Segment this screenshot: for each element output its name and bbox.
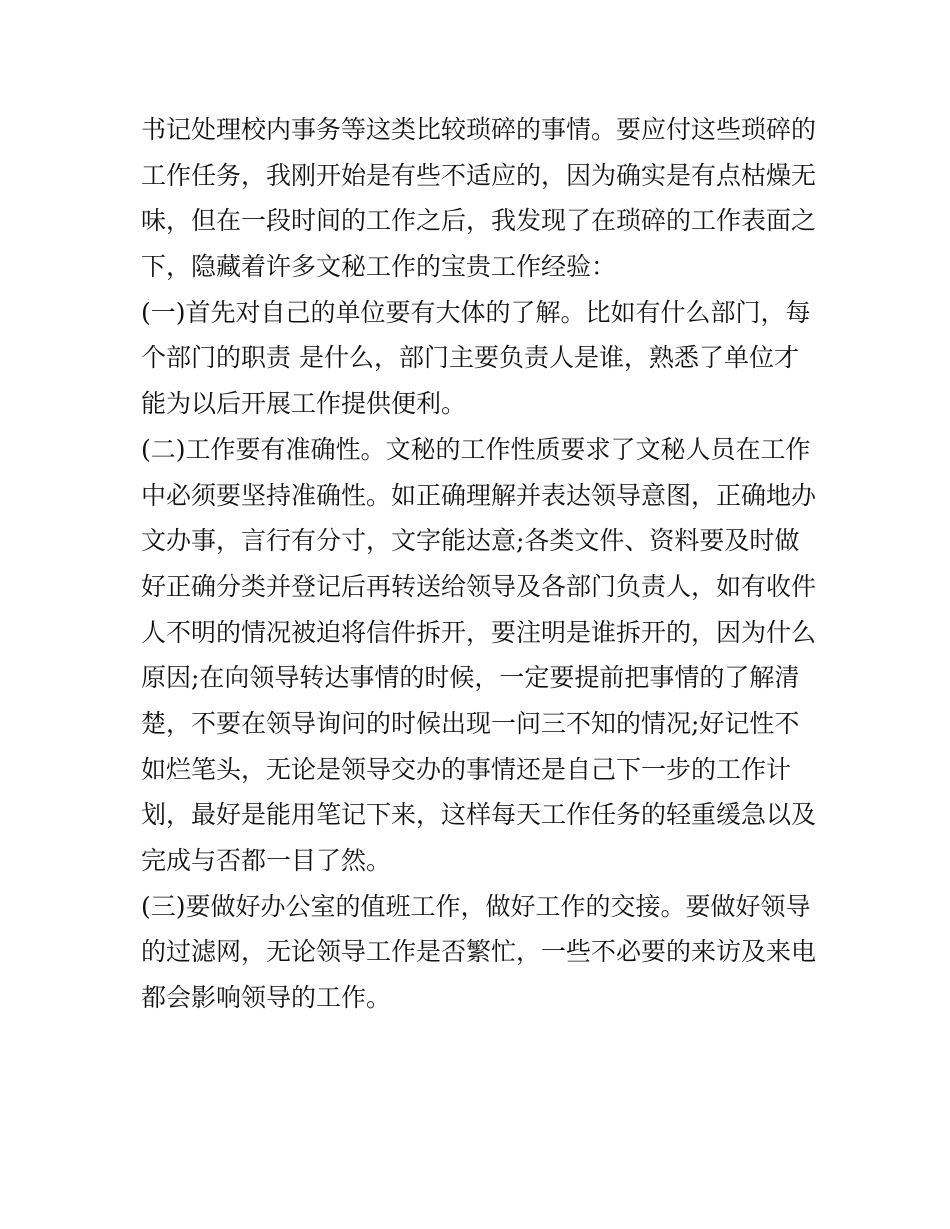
text-line: 都会影响领导的工作。	[141, 983, 392, 1013]
text-line: 楚，不要在领导询问的时候出现一问三不知的情况;好记性不	[141, 708, 800, 738]
document-body	[141, 107, 821, 1021]
text-line: 完成与否都一目了然。	[141, 846, 392, 875]
text-line: (二)工作要有准确性。文秘的工作性质要求了文秘人员在工作	[141, 434, 811, 464]
text-line: 好正确分类并登记后再转送给领导及各部门负责人，如有收件	[141, 571, 817, 601]
text-line: (三)要做好办公室的值班工作，做好工作的交接。要做好领导	[141, 891, 811, 921]
text-line: 工作任务，我刚开始是有些不适应的，因为确实是有点枯燥无	[141, 160, 817, 190]
text-line: 人不明的情况被迫将信件拆开，要注明是谁拆开的，因为什么	[141, 617, 817, 647]
text-line: 个部门的职责 是什么，部门主要负责人是谁，熟悉了单位才	[141, 343, 799, 373]
text-line: (一)首先对自己的单位要有大体的了解。比如有什么部门，每	[141, 297, 811, 327]
text-line: 如烂笔头，无论是领导交办的事情还是自己下一步的工作计	[141, 754, 792, 784]
text-line: 划，最好是能用笔记下来，这样每天工作任务的轻重缓急以及	[141, 800, 817, 830]
text-line: 下，隐藏着许多文秘工作的宝贵工作经验：	[141, 252, 617, 282]
text-line: 书记处理校内事务等这类比较琐碎的事情。要应付这些琐碎的	[141, 115, 817, 144]
text-line: 原因;在向领导转达事情的时候，一定要提前把事情的了解清	[141, 663, 800, 693]
text-line: 的过滤网，无论领导工作是否繁忙，一些不必要的来访及来电	[141, 937, 817, 967]
text-line: 文办事，言行有分寸，文字能达意;各类文件、资料要及时做	[141, 526, 800, 556]
text-line: 味，但在一段时间的工作之后，我发现了在琐碎的工作表面之	[141, 206, 817, 236]
text-line: 能为以后开展工作提供便利。	[141, 389, 467, 419]
text-line: 中必须要坚持准确性。如正确理解并表达领导意图，正确地办	[141, 480, 817, 510]
